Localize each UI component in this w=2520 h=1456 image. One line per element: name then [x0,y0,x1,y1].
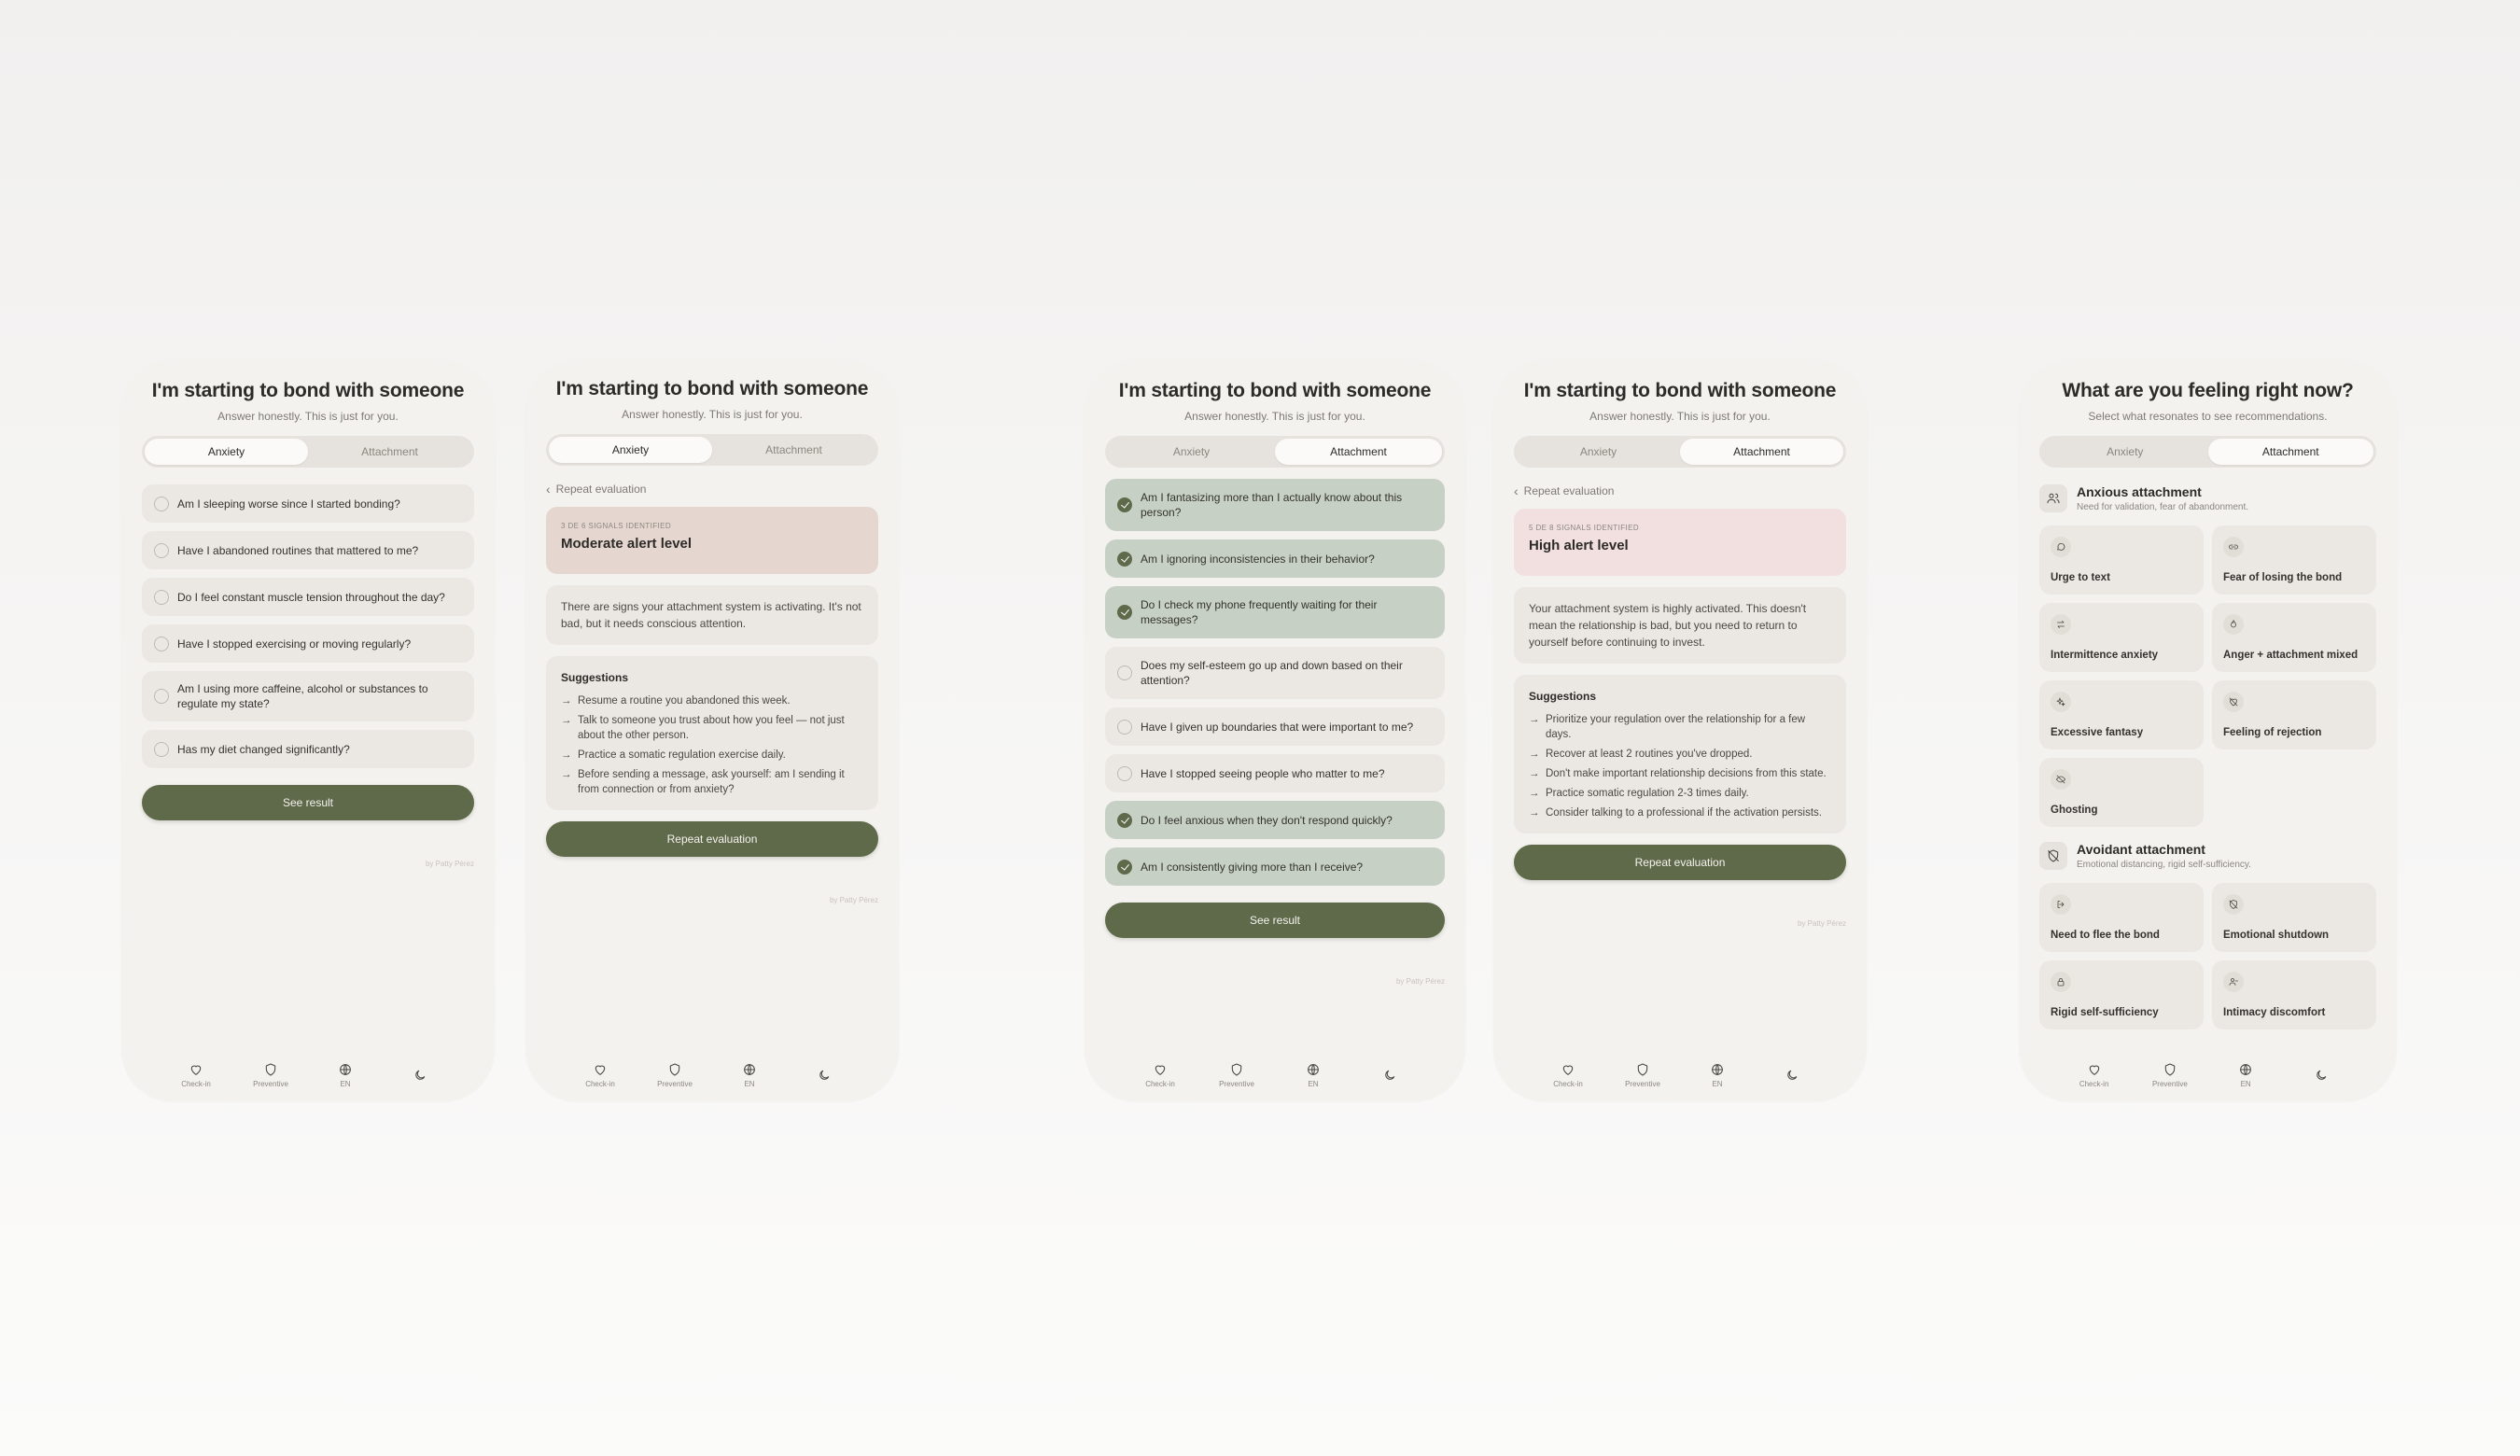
result-message-card [546,585,878,645]
tab-anxiety[interactable]: Anxiety [145,439,308,465]
tab-attachment[interactable]: Attachment [361,445,418,458]
page-title: I'm starting to bond with someone [555,378,869,399]
nav-checkin-label: Check-in [585,1080,615,1088]
bottom-nav [525,1057,899,1094]
question-item[interactable] [1105,539,1445,578]
nav-language-label: EN [744,1080,755,1088]
page-title: What are you feeling right now? [2062,380,2354,401]
globe-icon [1710,1062,1725,1077]
suggestions-list [561,693,863,797]
section-header [2039,842,2376,870]
chevron-left-icon: ‹ [546,482,551,497]
feeling-label: Intimacy discomfort [2223,1007,2326,1018]
radio-button[interactable] [154,543,169,558]
question-text: Do I feel anxious when they don't respond quickly? [1141,813,1393,827]
feeling-card[interactable] [2212,603,2376,672]
arrows-icon [2051,614,2071,635]
heart-icon [1561,1062,1575,1077]
nav-checkin-label: Check-in [2079,1080,2109,1088]
question-item[interactable] [1105,801,1445,839]
globe-icon [338,1062,353,1077]
moon-icon [1785,1068,1799,1083]
question-text: Am I ignoring inconsistencies in their behavior? [1141,552,1375,566]
nav-language-label: EN [2240,1080,2251,1088]
tab-anxiety[interactable]: Anxiety [1579,445,1617,458]
signals-count: 3 DE 6 SIGNALS IDENTIFIED [561,522,672,530]
radio-button[interactable] [154,689,169,704]
checkbox[interactable] [1117,497,1132,512]
bottom-nav [2019,1057,2397,1094]
heart-icon [2087,1062,2102,1077]
moon-icon [2314,1068,2329,1083]
question-text: Does my self-esteem go up and down based on their attention? [1141,659,1403,687]
heart-off-icon [2223,692,2244,712]
suggestion-item: → Practice somatic regulation 2-3 times daily. [1529,786,1831,801]
byline: by Patty Pérez [425,860,474,868]
question-text: Have I stopped seeing people who matter to me? [1141,766,1385,780]
radio-button[interactable] [154,590,169,605]
nav-preventive-label: Preventive [2151,1080,2188,1088]
feeling-card[interactable] [2039,883,2204,952]
message-icon [2051,537,2071,557]
nav-checkin[interactable] [2066,1062,2122,1088]
tab-anxiety[interactable]: Anxiety [549,437,712,463]
question-item[interactable] [1105,707,1445,746]
nav-language[interactable] [721,1062,777,1088]
nav-language[interactable] [2218,1062,2274,1088]
question-item[interactable] [1105,479,1445,531]
back-label: Repeat evaluation [1523,484,1615,497]
question-list [142,484,474,768]
radio-button[interactable] [154,742,169,757]
feeling-grid [2039,525,2376,827]
page-subtitle: Select what resonates to see recommendations. [2088,410,2328,423]
moon-icon [817,1068,832,1083]
suggestion-item: → Consider talking to a professional if the activation persists. [1529,805,1831,820]
moon-icon [1382,1068,1397,1083]
tab-attachment[interactable]: Attachment [2208,439,2374,465]
tab-anxiety[interactable]: Anxiety [2107,445,2144,458]
nav-theme-toggle[interactable] [1362,1068,1418,1083]
nav-preventive[interactable] [243,1062,299,1088]
heart-icon [1153,1062,1168,1077]
alert-level-card [1514,509,1846,576]
anxious-attachment-section [2039,484,2376,827]
question-item[interactable] [142,624,474,663]
page-subtitle: Answer honestly. This is just for you. [1589,410,1771,423]
users-icon [2039,484,2067,512]
heart-icon [189,1062,203,1077]
phone-screen-anxiety-result [525,359,899,1101]
suggestion-item: → Prioritize your regulation over the relationship for a few days. [1529,712,1831,742]
feeling-label: Rigid self-sufficiency [2051,1007,2159,1018]
result-message: There are signs your attachment system is activating. It's not bad, but it needs conscious attention. [561,600,861,630]
repeat-evaluation-button[interactable]: Repeat evaluation [1514,845,1846,880]
globe-icon [742,1062,757,1077]
question-text: Do I feel constant muscle tension throughout the day? [177,590,445,604]
phone-screen-attachment-questions [1085,359,1465,1101]
sparkle-icon [2051,692,2071,712]
nav-checkin-label: Check-in [1145,1080,1175,1088]
avoidant-attachment-section [2039,842,2376,1029]
feeling-label: Intermittence anxiety [2051,650,2159,661]
tab-anxiety[interactable]: Anxiety [1172,445,1211,458]
globe-icon [2238,1062,2253,1077]
suggestions-title: Suggestions [1529,690,1597,703]
feeling-label: Anger + attachment mixed [2223,650,2359,661]
nav-preventive-label: Preventive [657,1080,693,1088]
bottom-nav [1085,1057,1465,1094]
nav-language-label: EN [1308,1080,1319,1088]
feeling-label: Feeling of rejection [2223,727,2322,738]
radio-button[interactable] [154,637,169,651]
page-subtitle: Answer honestly. This is just for you. [1184,410,1365,423]
question-text: Am I fantasizing more than I actually know about this person? [1141,491,1403,519]
section-title: Avoidant attachment [2077,842,2205,857]
question-text: Do I check my phone frequently waiting for their messages? [1141,598,1378,626]
question-item[interactable] [142,730,474,768]
nav-theme-toggle[interactable] [392,1068,448,1083]
result-message: Your attachment system is highly activated. This doesn't mean the relationship is bad, but you need to return to yourself before continuing to invest. [1529,602,1807,649]
globe-icon [1306,1062,1321,1077]
segmented-tabs [1105,436,1445,468]
suggestions-title: Suggestions [561,671,629,684]
checkbox[interactable] [1117,552,1132,567]
suggestion-item: → Practice a somatic regulation exercise daily. [561,748,863,763]
checkbox[interactable] [1117,813,1132,828]
page-subtitle: Answer honestly. This is just for you. [217,410,399,423]
exit-icon [2051,894,2071,915]
nav-theme-toggle[interactable] [796,1068,852,1083]
alert-level: Moderate alert level [561,536,693,552]
alert-level: High alert level [1529,538,1629,553]
link-icon [2223,537,2244,557]
shield-icon [263,1062,278,1077]
back-label: Repeat evaluation [555,483,647,496]
flame-icon [2223,614,2244,635]
question-item[interactable] [142,484,474,523]
tab-attachment[interactable]: Attachment [765,443,822,456]
nav-language[interactable] [317,1062,373,1088]
shield-off-icon [2039,842,2067,870]
feeling-card[interactable] [2039,680,2204,749]
nav-checkin[interactable] [572,1062,628,1088]
radio-button[interactable] [154,497,169,511]
question-item[interactable] [1105,586,1445,638]
section-title: Anxious attachment [2077,484,2202,499]
checkbox[interactable] [1117,605,1132,620]
checkbox[interactable] [1117,720,1132,735]
nav-language[interactable] [1285,1062,1341,1088]
section-description: Need for validation, fear of abandonment. [2077,502,2249,512]
page-title: I'm starting to bond with someone [151,380,465,401]
checkbox[interactable] [1117,665,1132,680]
checkbox[interactable] [1117,860,1132,875]
feeling-grid [2039,883,2376,1029]
question-item[interactable] [1105,754,1445,792]
page-title: I'm starting to bond with someone [1523,380,1837,401]
feeling-card[interactable] [2039,960,2204,1029]
page-title: I'm starting to bond with someone [1118,380,1432,401]
byline: by Patty Pérez [1395,977,1445,986]
question-text: Have I stopped exercising or moving regularly? [177,637,412,651]
feeling-label: Fear of losing the bond [2223,572,2343,583]
question-item[interactable] [1105,847,1445,886]
phone-screen-anxiety-questions [121,359,495,1101]
suggestion-item: → Resume a routine you abandoned this week. [561,693,863,708]
feeling-label: Ghosting [2051,805,2098,816]
segmented-tabs [2039,436,2376,468]
see-result-button[interactable]: See result [142,785,474,820]
phone-screen-attachment-result [1493,359,1867,1101]
nav-checkin[interactable] [168,1062,224,1088]
feeling-label: Emotional shutdown [2223,930,2330,941]
suggestions-list [1529,712,1831,820]
segmented-tabs [546,434,878,466]
nav-preventive[interactable] [647,1062,703,1088]
feeling-card[interactable] [2212,525,2376,595]
bottom-nav [1493,1057,1867,1094]
shield-icon [667,1062,682,1077]
signals-count: 5 DE 8 SIGNALS IDENTIFIED [1529,524,1640,532]
segmented-tabs [1514,436,1846,468]
bottom-nav [121,1057,495,1094]
tab-attachment[interactable]: Attachment [1275,439,1442,465]
eye-off-icon [2051,769,2071,790]
nav-preventive[interactable] [1209,1062,1265,1088]
suggestions-card [546,656,878,810]
question-item[interactable] [142,671,474,721]
section-header [2039,484,2376,512]
suggestion-item: → Recover at least 2 routines you've dropped. [1529,747,1831,762]
shield-off-icon [2223,894,2244,915]
feeling-card[interactable] [2212,960,2376,1029]
shield-icon [1229,1062,1244,1077]
question-list [1105,479,1445,886]
question-item[interactable] [142,531,474,569]
lock-icon [2051,972,2071,992]
suggestion-item: → Don't make important relationship decisions from this state. [1529,766,1831,781]
feeling-card[interactable] [2212,680,2376,749]
question-text: Am I consistently giving more than I receive? [1141,860,1364,874]
nav-language-label: EN [340,1080,351,1088]
suggestion-item: → Before sending a message, ask yourself: am I sending it from connection or from anxiety? [561,767,863,797]
question-text: Am I sleeping worse since I started bonding? [177,497,400,511]
tab-attachment[interactable]: Attachment [1680,439,1843,465]
nav-theme-toggle[interactable] [2293,1068,2349,1083]
feeling-label: Need to flee the bond [2051,930,2160,941]
byline: by Patty Pérez [1797,919,1846,928]
shield-icon [1635,1062,1650,1077]
nav-checkin[interactable] [1540,1062,1596,1088]
feeling-card[interactable] [2039,603,2204,672]
nav-preventive[interactable] [1615,1062,1671,1088]
nav-language[interactable] [1689,1062,1745,1088]
heart-icon [593,1062,608,1077]
moon-icon [413,1068,427,1083]
repeat-evaluation-link[interactable] [546,483,878,496]
feeling-card[interactable] [2039,525,2204,595]
suggestion-item: → Talk to someone you trust about how you feel — not just about the other person. [561,713,863,743]
shield-icon [2163,1062,2177,1077]
question-item[interactable] [1105,647,1445,699]
nav-checkin-label: Check-in [1553,1080,1583,1088]
checkbox[interactable] [1117,766,1132,781]
nav-preventive-label: Preventive [1219,1080,1254,1088]
segmented-tabs [142,436,474,468]
nav-checkin[interactable] [1132,1062,1188,1088]
phone-screen-feelings [2019,359,2397,1101]
see-result-button[interactable]: See result [1105,903,1445,938]
feeling-card[interactable] [2212,883,2376,952]
nav-preventive-label: Preventive [253,1080,288,1088]
feeling-label: Urge to text [2051,572,2110,583]
section-description: Emotional distancing, rigid self-sufficiency. [2077,860,2251,870]
alert-level-card [546,507,878,574]
nav-checkin-label: Check-in [181,1080,211,1088]
nav-theme-toggle[interactable] [1764,1068,1820,1083]
feeling-card[interactable] [2039,758,2204,827]
result-message-card [1514,587,1846,664]
page-subtitle: Answer honestly. This is just for you. [622,408,803,421]
question-item[interactable] [142,578,474,616]
question-text: Am I using more caffeine, alcohol or substances to regulate my state? [177,682,428,710]
question-text: Has my diet changed significantly? [177,742,350,756]
nav-preventive[interactable] [2142,1062,2198,1088]
feeling-label: Excessive fantasy [2051,727,2144,738]
suggestions-card [1514,675,1846,833]
question-text: Have I given up boundaries that were important to me? [1141,720,1414,734]
user-minus-icon [2223,972,2244,992]
nav-preventive-label: Preventive [1625,1080,1660,1088]
repeat-evaluation-button[interactable]: Repeat evaluation [546,821,878,857]
chevron-left-icon: ‹ [1514,483,1519,498]
question-text: Have I abandoned routines that mattered to me? [177,543,419,557]
byline: by Patty Pérez [829,896,878,904]
nav-language-label: EN [1712,1080,1723,1088]
repeat-evaluation-link[interactable] [1514,484,1846,497]
